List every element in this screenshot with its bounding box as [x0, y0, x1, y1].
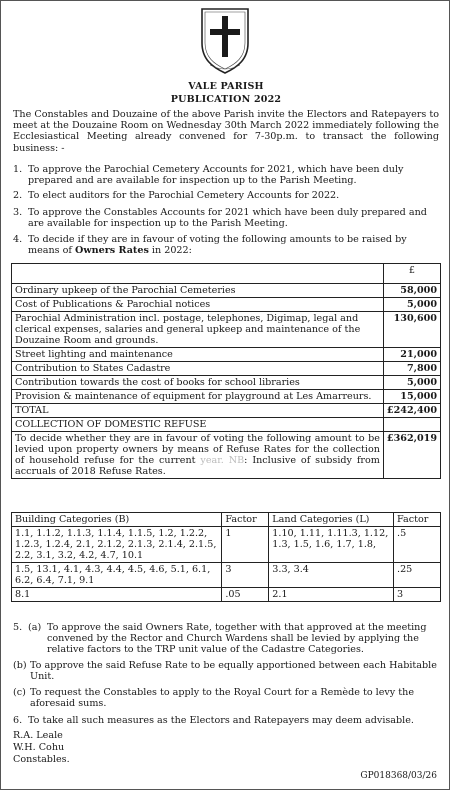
sub-item-label: (b) — [13, 660, 27, 671]
item-number: 2. — [13, 190, 23, 201]
land-factor: 3 — [394, 588, 441, 602]
publication-subtitle: PUBLICATION 2022 — [170, 94, 282, 105]
table-row — [12, 527, 441, 563]
rate-amount: 58,000 — [383, 284, 440, 298]
land-categories: 1.10, 1.11, 1.11.3, 1.12, 1.3, 1.5, 1.6, 1.7, 1.8, — [269, 527, 394, 563]
building-factor: .05 — [222, 588, 269, 602]
item-number: 5. — [13, 622, 23, 633]
rate-amount: 15,000 — [383, 390, 440, 404]
item-number: 3. — [13, 207, 23, 218]
sub-item-text: To request the Constables to apply to the Royal Court for a Remède to levy the aforesaid sums. — [30, 687, 414, 710]
owners-rates-label: Owners Rates — [75, 245, 149, 257]
column-header: Land Categories (L) — [269, 513, 394, 527]
publication-reference: GP018368/03/26 — [360, 771, 437, 781]
land-factor: .25 — [394, 563, 441, 588]
refuse-text-part: To decide whether they are in favour of voting the following amount to be levied upon property owners by means of Refuse Rates for the collection of household refuse for the current — [15, 433, 380, 466]
rate-label: Parochial Administration incl. postage, telephones, Digimap, legal and clerical expenses, salaries and general upkeep and maintenance of the Douzaine Room and grounds. — [12, 312, 384, 348]
sub-item-text: To approve the said Refuse Rate to be equally apportioned between each Habitable Unit. — [30, 660, 437, 683]
total-amount: £242,400 — [383, 404, 440, 418]
building-categories: 8.1 — [12, 588, 222, 602]
table-row — [12, 588, 441, 602]
table-row — [12, 563, 441, 588]
signatory-2: W.H. Cohu — [13, 742, 65, 753]
sub-item-text: To approve the said Owners Rate, together with that approved at the meeting convened by the Rector and Church Wardens shall be levied by applying the relative factors to the TRP unit value of the Cadastre Categories. — [47, 622, 427, 656]
currency-header: £ — [383, 264, 440, 284]
table-cell — [12, 264, 384, 284]
table-row — [12, 348, 441, 362]
rate-amount: 21,000 — [383, 348, 440, 362]
total-label: TOTAL — [12, 404, 384, 418]
building-categories: 1.1, 1.1.2, 1.1.3, 1.1.4, 1.1.5, 1.2, 1.2.2, 1.2.3, 1.2.4, 2.1, 2.1.2, 2.1.3, 2.1.4, 2.1.5, 2.2, 3.1, 3.2, 4.2, 4.7, 10.1 — [12, 527, 222, 563]
table-row — [12, 362, 441, 376]
building-categories: 1.5, 13.1, 4.1, 4.3, 4.4, 4.5, 4.6, 5.1, 6.1, 6.2, 6.4, 7.1, 9.1 — [12, 563, 222, 588]
rate-label: Contribution towards the cost of books for school libraries — [12, 376, 384, 390]
refuse-text-greyed: year. NB — [200, 455, 245, 466]
item-number: 4. — [13, 234, 23, 245]
table-row — [12, 390, 441, 404]
signatory-1: R.A. Leale — [13, 730, 63, 741]
refuse-text — [12, 432, 384, 479]
signatory-role: Constables. — [13, 754, 70, 765]
rate-label: Ordinary upkeep of the Parochial Cemeteries — [12, 284, 384, 298]
table-row — [12, 432, 441, 479]
table-header-row — [12, 513, 441, 527]
rate-amount: 7,800 — [383, 362, 440, 376]
categories-table — [11, 512, 441, 602]
sub-item-label: (a) — [28, 622, 42, 633]
rate-label: Contribution to States Cadastre — [12, 362, 384, 376]
table-row — [12, 264, 441, 284]
item-text: To approve the Constables Accounts for 2021 which have been duly prepared and are available for inspection up to the Parish Meeting. — [28, 207, 427, 230]
item-number: 1. — [13, 164, 23, 175]
item-text: To approve the Parochial Cemetery Accounts for 2021, which have been duly prepared and are available for inspection up to the Parish Meeting. — [28, 164, 404, 187]
parish-title: VALE PARISH — [188, 81, 264, 92]
column-header: Factor — [222, 513, 269, 527]
intro-paragraph: The Constables and Douzaine of the above Parish invite the Electors and Ratepayers to meet at the Douzaine Room on Wednesday 30th March 2022 immediately following the Ecclesiastical Meeting already convened for 7-30p.m. to transact the following business: - — [13, 109, 439, 154]
building-factor: 3 — [222, 563, 269, 588]
column-header: Building Categories (B) — [12, 513, 222, 527]
refuse-text-part: : Inclusive of subsidy from accruals of 2018 Refuse Rates. — [15, 455, 380, 477]
column-header: Factor — [394, 513, 441, 527]
rate-amount: 5,000 — [383, 376, 440, 390]
table-row — [12, 312, 441, 348]
refuse-amount: £362,019 — [383, 432, 440, 479]
item-text — [28, 234, 439, 256]
land-categories: 2.1 — [269, 588, 394, 602]
item-text-part: in 2022: — [148, 245, 192, 257]
rate-label: Street lighting and maintenance — [12, 348, 384, 362]
item-number: 6. — [13, 715, 23, 726]
rate-label: Provision & maintenance of equipment for playground at Les Amarreurs. — [12, 390, 384, 404]
refuse-heading: COLLECTION OF DOMESTIC REFUSE — [12, 418, 384, 432]
table-row — [12, 284, 441, 298]
item-text: To take all such measures as the Electors and Ratepayers may deem advisable. — [28, 715, 414, 726]
rate-amount: 130,600 — [383, 312, 440, 348]
item-text: To elect auditors for the Parochial Cemetery Accounts for 2022. — [28, 190, 340, 201]
table-row — [12, 404, 441, 418]
building-factor: 1 — [222, 527, 269, 563]
rate-label: Cost of Publications & Parochial notices — [12, 298, 384, 312]
shield-cross-icon — [200, 7, 250, 75]
table-row — [12, 298, 441, 312]
table-cell — [383, 418, 440, 432]
item-text-part: To decide if they are in favour of voting the following amounts to be raised by means of — [28, 234, 407, 257]
table-row — [12, 376, 441, 390]
table-row — [12, 418, 441, 432]
land-categories: 3.3, 3.4 — [269, 563, 394, 588]
rate-amount: 5,000 — [383, 298, 440, 312]
rates-table — [11, 263, 441, 479]
land-factor: .5 — [394, 527, 441, 563]
sub-item-label: (c) — [13, 687, 26, 698]
